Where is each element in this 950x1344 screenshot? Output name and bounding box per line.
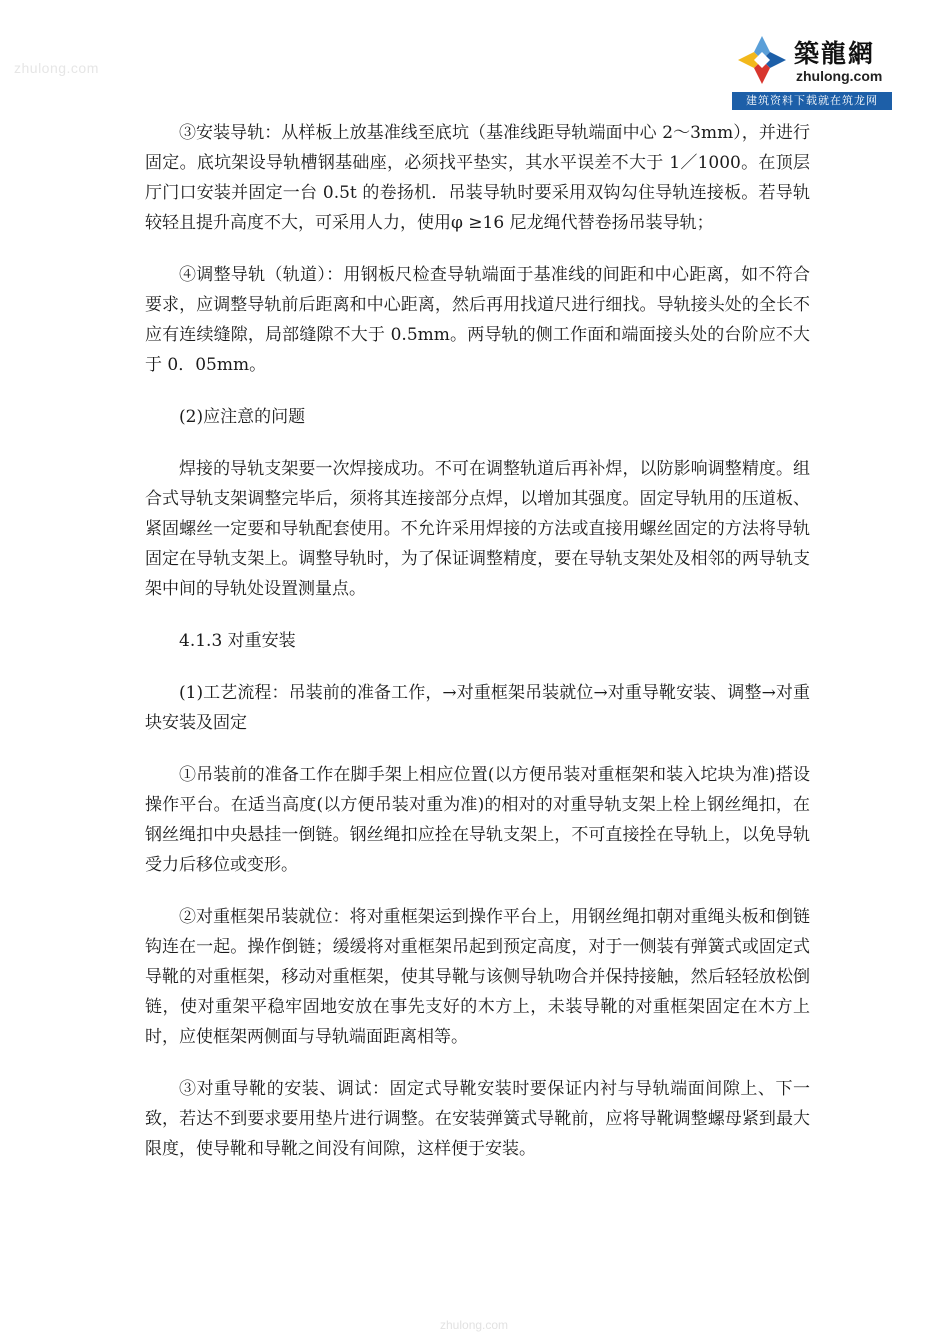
watermark-top: zhulong.com — [14, 60, 99, 76]
logo-chinese-name: 築龍網 — [794, 39, 876, 68]
paragraph-welding-notes: 焊接的导轨支架要一次焊接成功。不可在调整轨道后再补焊，以防影响调整精度。组合式导轨支架调整完毕后，须将其连接部分点焊，以增加其强度。固定导轨用的压道板、紧固螺丝一定要和导轨配套使用。不允许采用焊接的方法或直接用螺丝固定的方法将导轨固定在导轨支架上。调整导轨时，为了保证调整精度，要在导轨支架处及相邻的两导轨支架中间的导轨处设置测量点。 — [145, 459, 810, 599]
watermark-bottom: zhulong.com — [440, 1318, 509, 1332]
paragraph-guide-shoe: ③对重导靴的安装、调试：固定式导靴安装时要保证内衬与导轨端面间隙上、下一致，若达不到要求要用垫片进行调整。在安装弹簧式导靴前，应将导靴调整螺母紧到最大限度，使导靴和导靴之间没有间隙，这样便于安装。 — [145, 1079, 810, 1159]
logo-banner: 建筑资料下载就在筑龙网 — [732, 92, 892, 110]
section-heading-counterweight: 4.1.3 对重安装 — [179, 631, 296, 651]
logo-emblem-icon — [734, 32, 790, 88]
paragraph-preparation: ①吊装前的准备工作在脚手架上相应位置(以方便吊装对重框架和装入坨块为准)搭设操作平台。在适当高度(以方便吊装对重为准)的相对的对重导轨支架上栓上钢丝绳扣，在钢丝绳扣中央悬挂一倒链。钢丝绳扣应拴在导轨支架上，不可直接拴在导轨上，以免导轨受力后移位或变形。 — [145, 765, 810, 875]
logo-top — [732, 26, 892, 90]
zhulong-logo — [732, 26, 892, 110]
paragraph-frame-hoisting: ②对重框架吊装就位：将对重框架运到操作平台上，用钢丝绳扣朝对重绳头板和倒链钩连在一起。操作倒链；缓缓将对重框架吊起到预定高度，对于一侧装有弹簧式或固定式导靴的对重框架，移动对重框架，使其导靴与该侧导轨吻合并保持接触，然后轻轻放松倒链，使对重架平稳牢固地安放在事先支好的木方上，未装导靴的对重框架固定在木方上时，应使框架两侧面与导轨端面距离相等。 — [145, 907, 810, 1047]
paragraph-process-flow: (1)工艺流程：吊装前的准备工作，→对重框架吊装就位→对重导靴安装、调整→对重块安装及固定 — [145, 683, 810, 733]
subheading-notes: (2)应注意的问题 — [179, 407, 306, 427]
paragraph-adjust-guide-rail: ④调整导轨（轨道）：用钢板尺检查导轨端面于基准线的间距和中心距离，如不符合要求，应调整导轨前后距离和中心距离，然后再用找道尺进行细找。导轨接头处的全长不应有连续缝隙，局部缝隙不大于 0.5mm。两导轨的侧工作面和端面接头处的台阶应不大于 0．05mm。 — [145, 265, 810, 375]
logo-url: zhulong.com — [796, 68, 883, 84]
document-body — [145, 118, 810, 1186]
paragraph-install-guide-rail: ③安装导轨：从样板上放基准线至底坑（基准线距导轨端面中心 2～3mm），并进行固定。底坑架设导轨槽钢基础座，必须找平垫实，其水平误差不大于 1／1000。在顶层厅门口安装并固定一台 0.5t 的卷扬机．吊装导轨时要采用双钩勾住导轨连接板。若导轨较轻且提升高度不大，可采用人力，使用φ ≥16 尼龙绳代替卷扬吊装导轨； — [145, 123, 810, 233]
